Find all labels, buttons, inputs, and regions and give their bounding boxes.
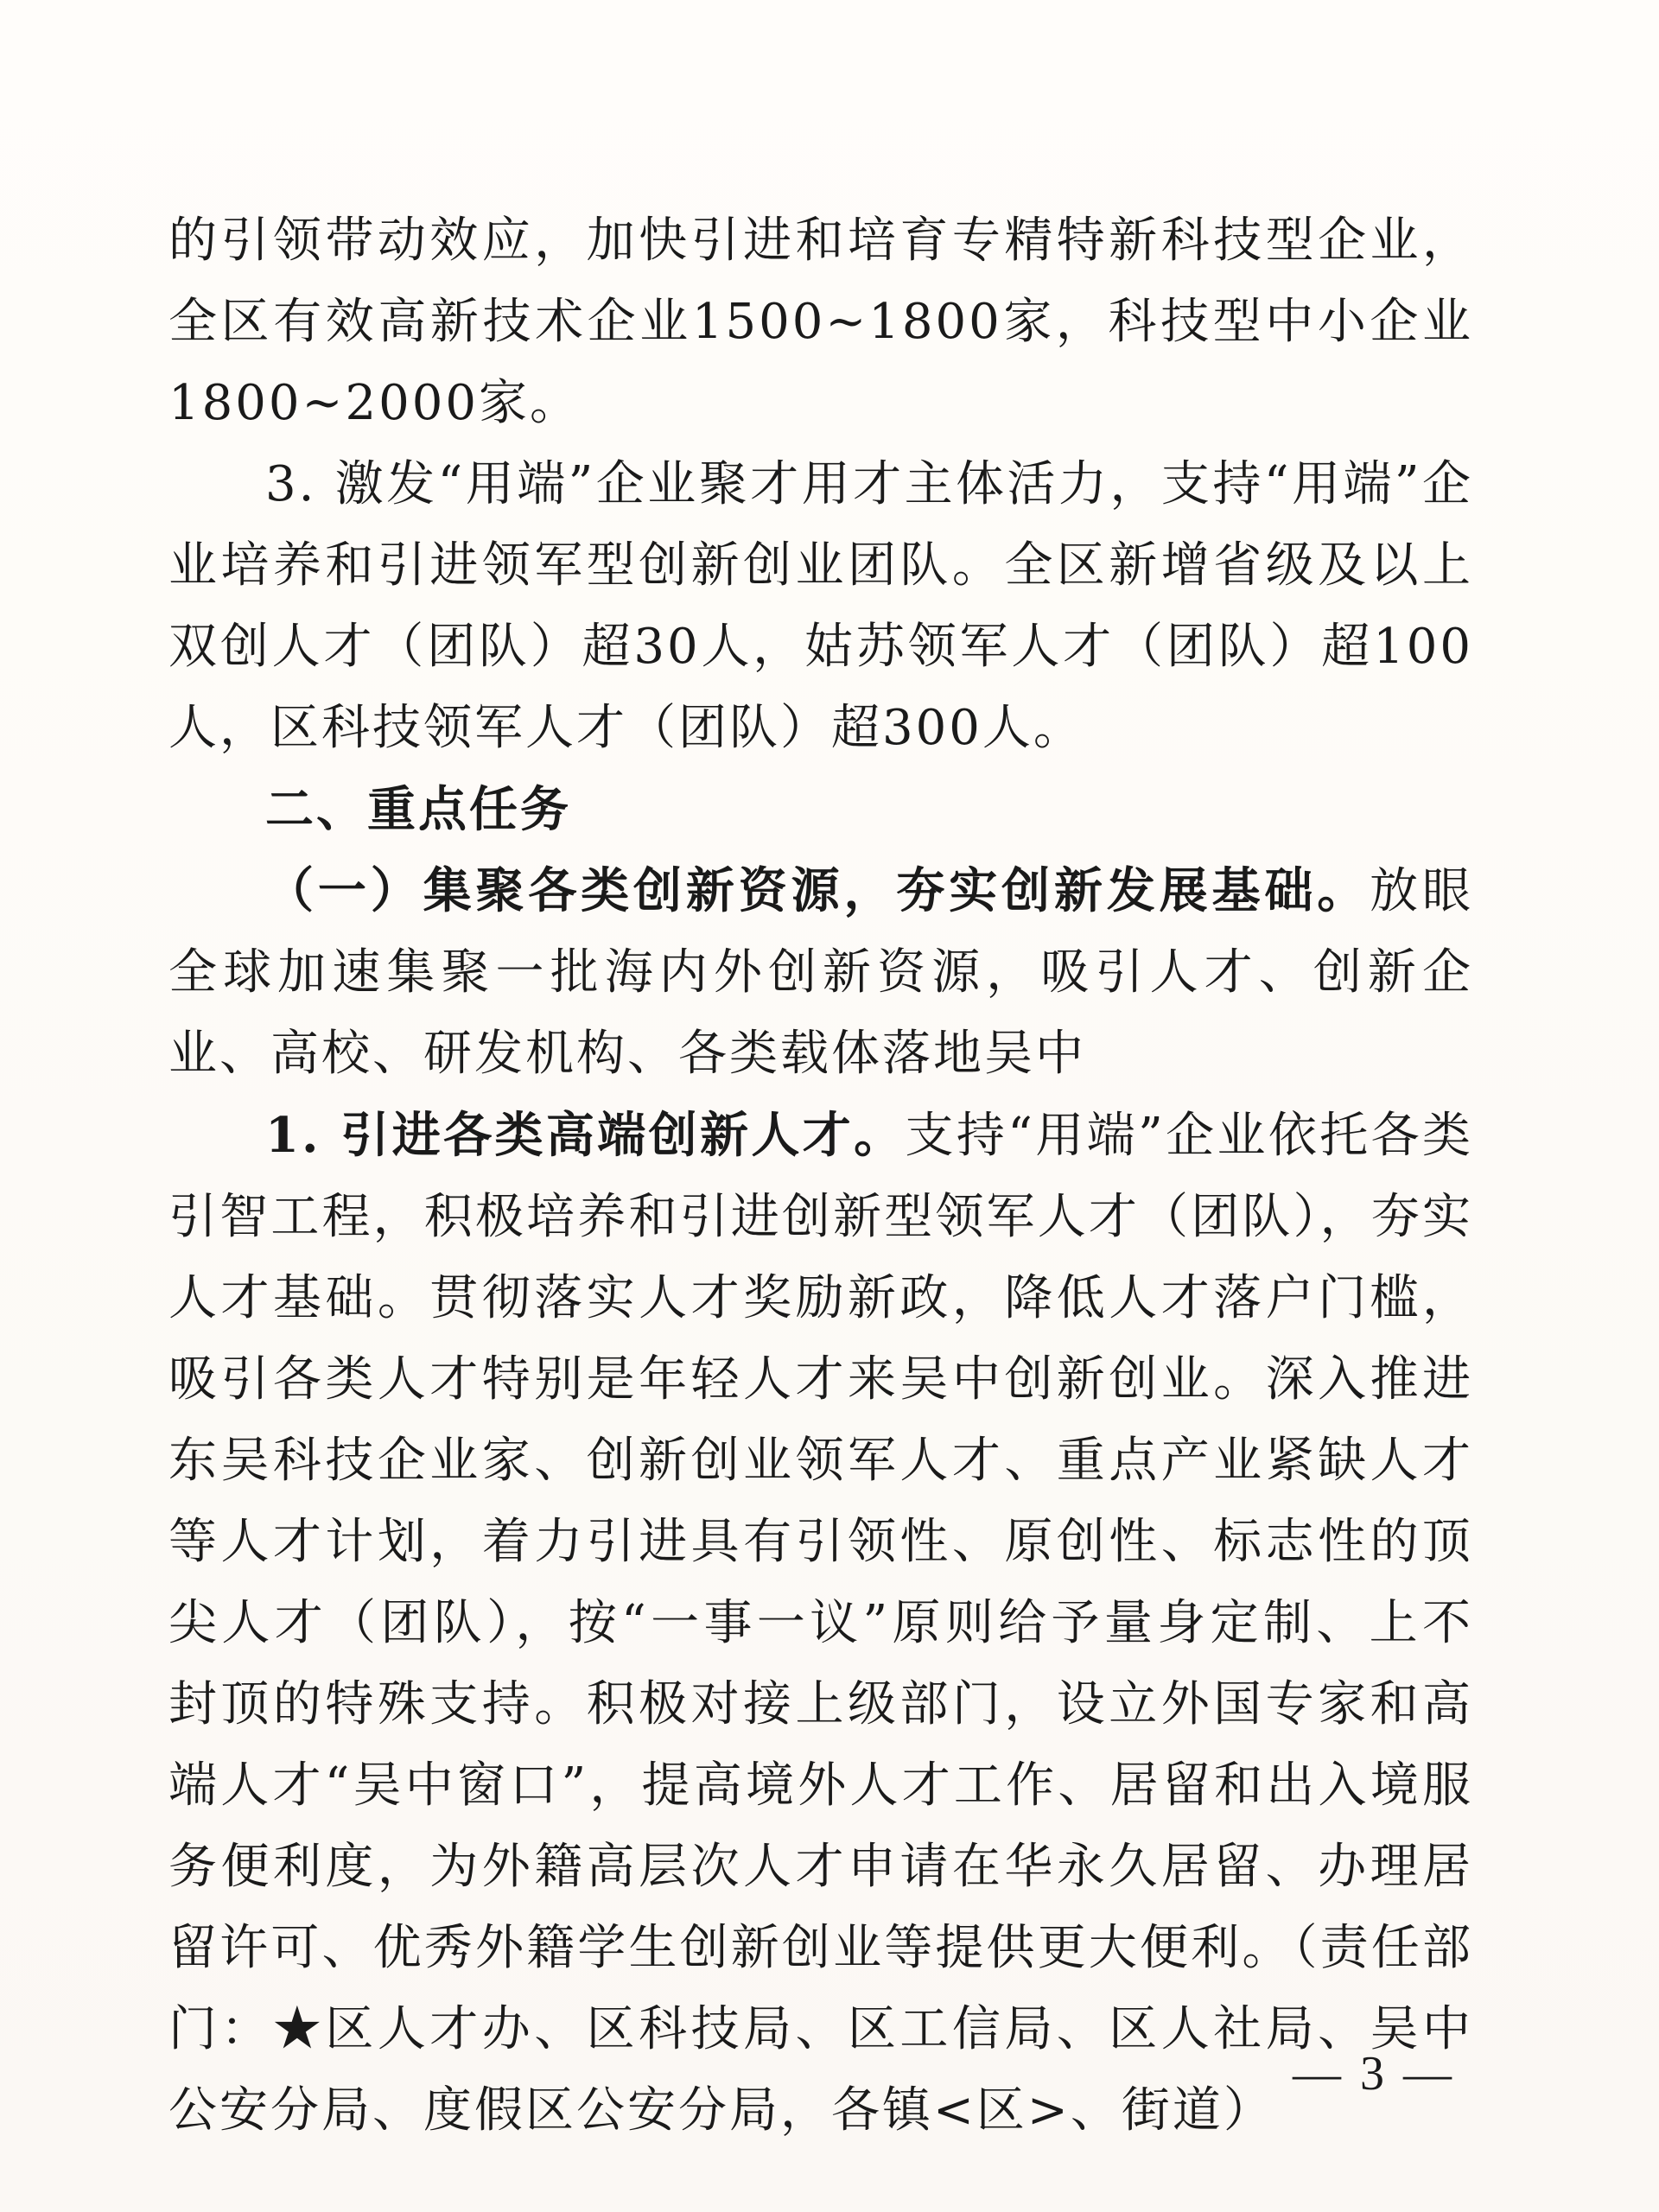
heading-text: 二、重点任务 xyxy=(265,781,571,838)
paragraph-text: 的引领带动效应，加快引进和培育专精特新科技型企业，全区有效高新技术企业1500~1800家，科技型中小企业1800~2000家。 xyxy=(168,213,1473,431)
paragraph-text: 放眼全球加速集聚一批海内外创新资源，吸引人才、创新企业、高校、研发机构、各类载体落地吴中 xyxy=(168,863,1474,1082)
paragraph-lead: （一）集聚各类创新资源，夯实创新发展基础。 xyxy=(265,862,1370,919)
paragraph-lead: 1. 引进各类高端创新人才。 xyxy=(265,1107,906,1164)
paragraph-task-talent xyxy=(168,1095,1473,2152)
page-number: — 3 — xyxy=(1293,2047,1455,2101)
paragraph-task-resources xyxy=(168,850,1473,1095)
paragraph-text: 支持“用端”企业依托各类引智工程，积极培养和引进创新型领军人才（团队），夯实人才基础。贯彻落实人才奖励新政，降低人才落户门槛，吸引各类人才特别是年轻人才来吴中创新创业。深入推进东吴科技企业家、创新创业领军人才、重点产业紧缺人才等人才计划，着力引进具有引领性、原创性、标志性的顶尖人才（团队），按“一事一议”原则给予量身定制、上不封顶的特殊支持。积极对接上级部门，设立外国专家和高端人才“吴中窗口”，提高境外人才工作、居留和出入境服务便利度，为外籍高层次人才申请在华永久居留、办理居留许可、优秀外籍学生创新创业等提供更大便利。（责任部门：★区人才办、区科技局、区工信局、区人社局、吴中公安分局、度假区公安分局，各镇<区>、街道） xyxy=(168,1108,1473,2139)
paragraph-goal-talent xyxy=(168,444,1473,769)
section-heading xyxy=(168,769,1473,850)
document-body xyxy=(168,200,1473,2152)
paragraph-goal-enterprises xyxy=(168,200,1473,444)
paragraph-text: 3. 激发“用端”企业聚才用才主体活力，支持“用端”企业培养和引进领军型创新创业团队。全区新增省级及以上双创人才（团队）超30人，姑苏领军人才（团队）超100人，区科技领军人才（团队）超300人。 xyxy=(168,456,1473,756)
